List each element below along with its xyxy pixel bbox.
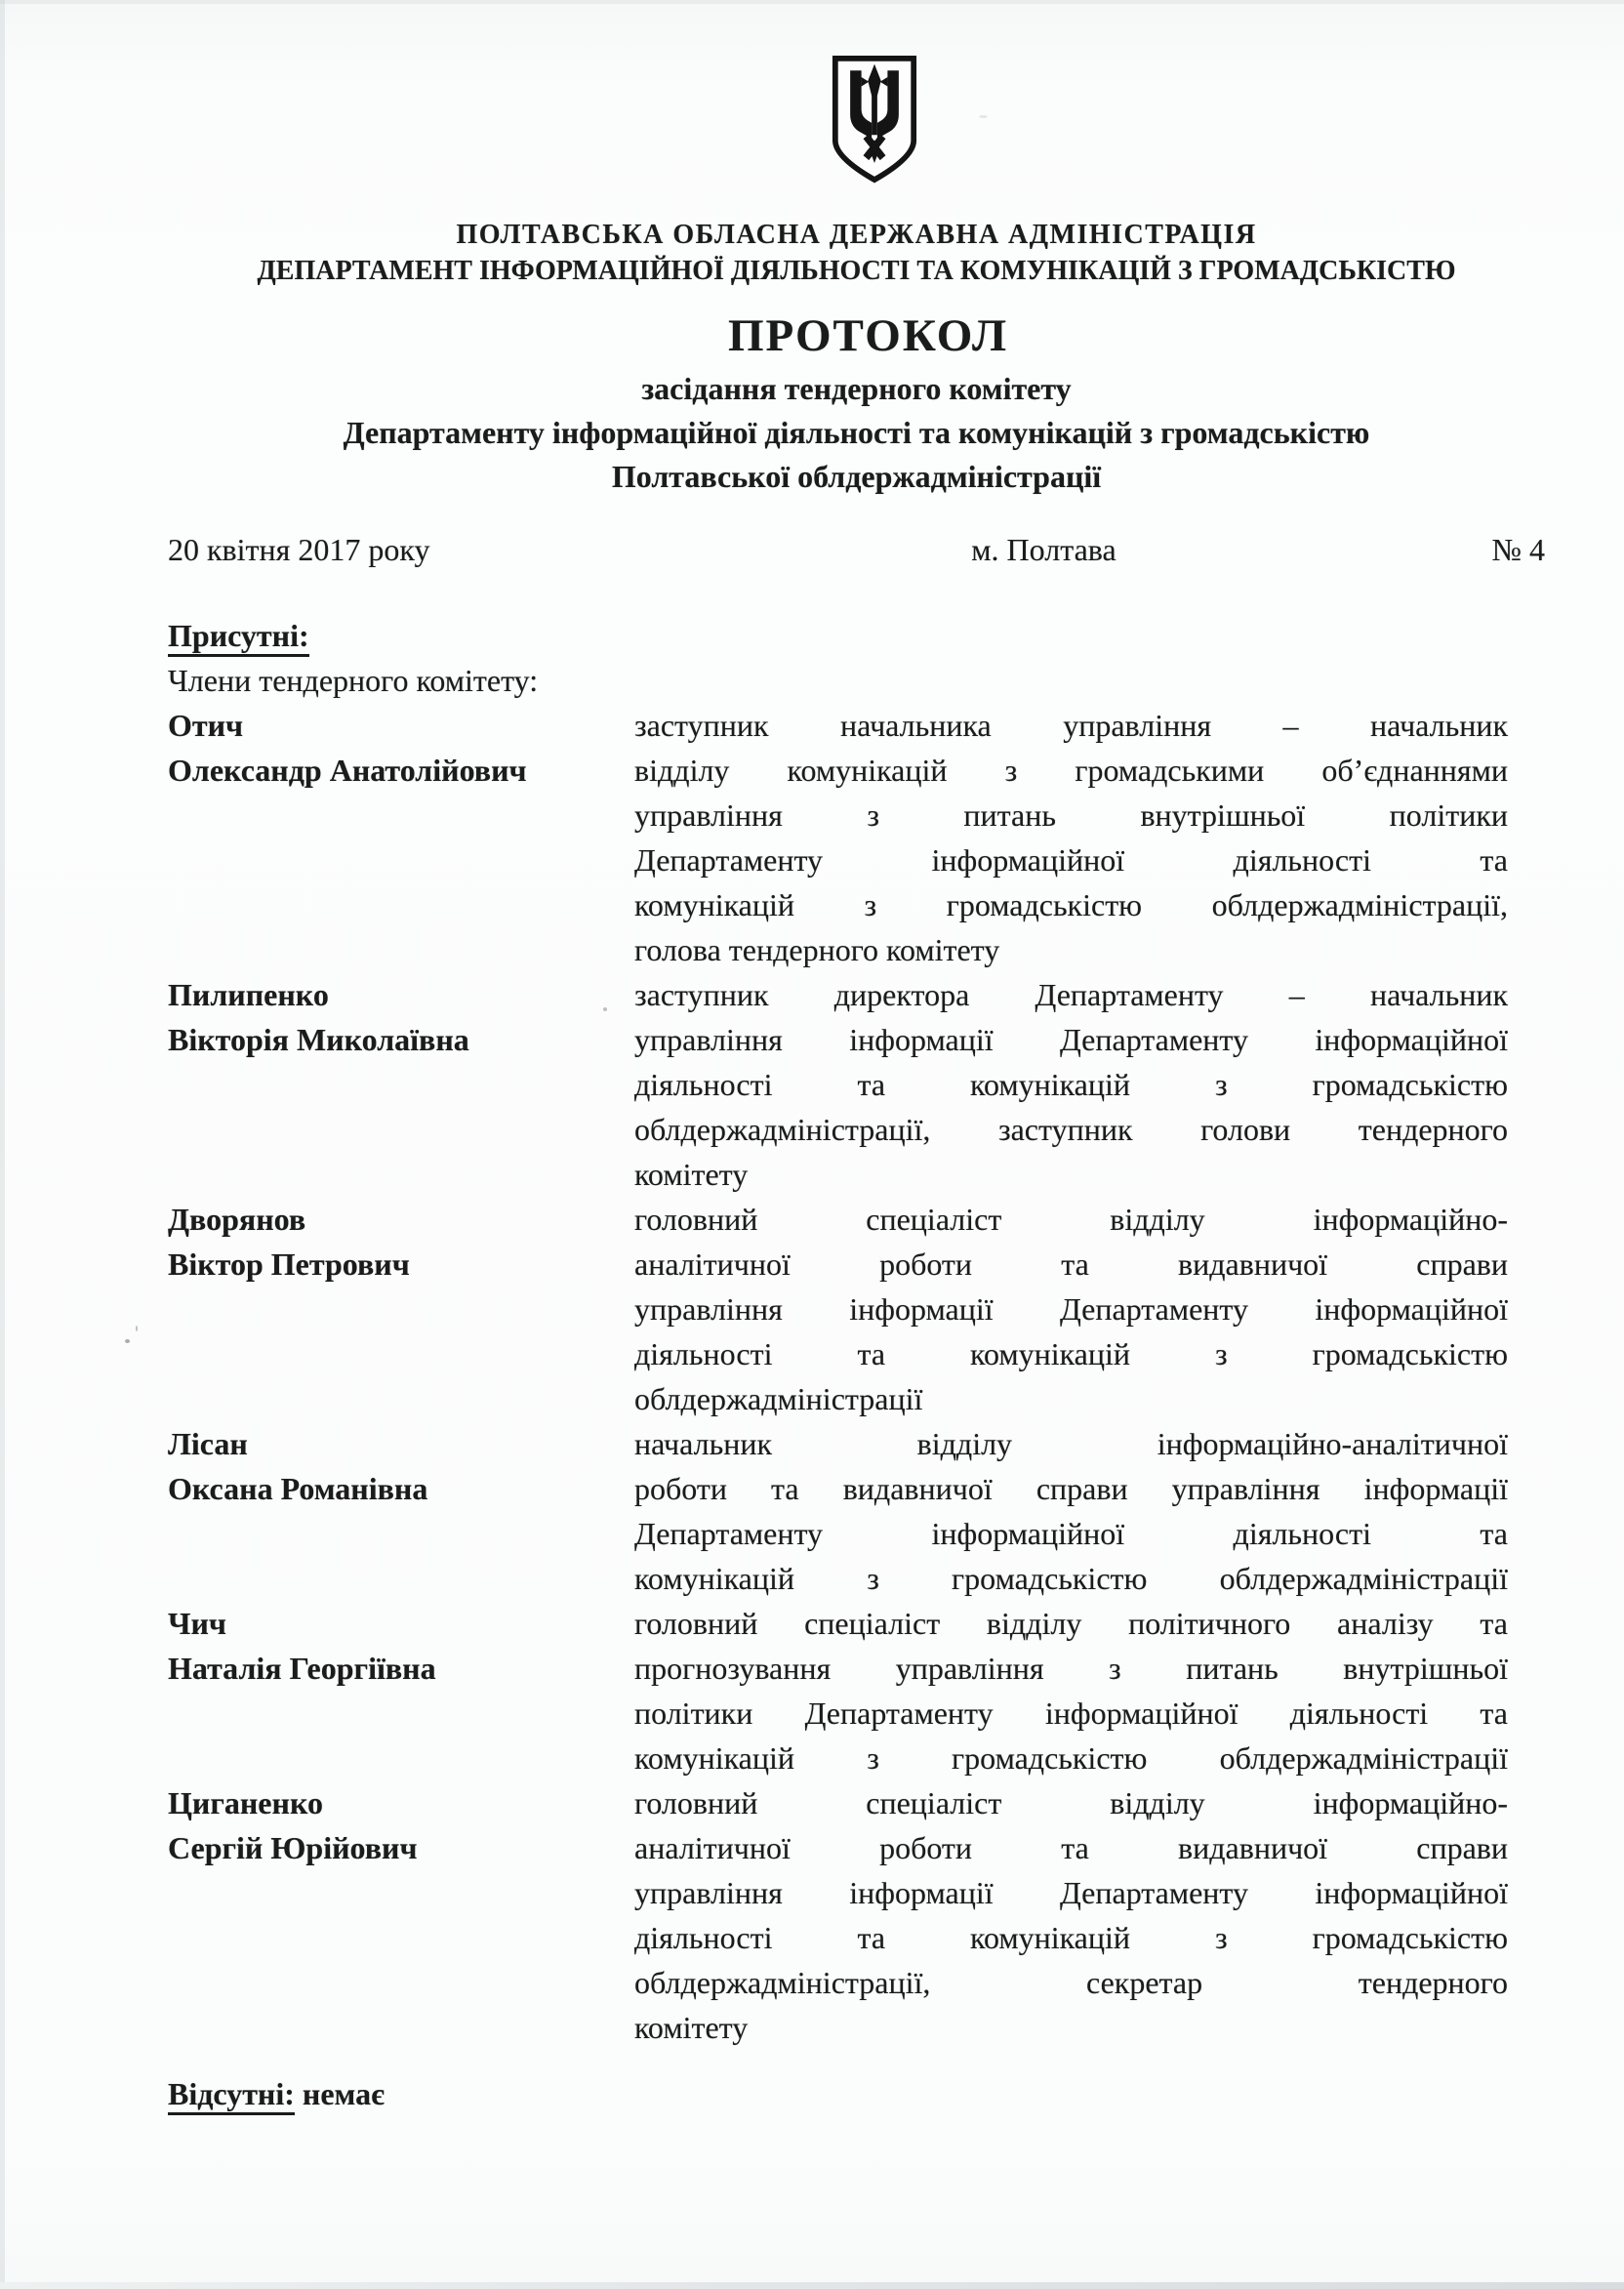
role-line: управління з питань внутрішньої політики	[634, 797, 1508, 833]
role-line: діяльності та комунікацій з громадськістю	[634, 1336, 1508, 1371]
member-name	[168, 972, 634, 1062]
member-role	[634, 703, 1508, 972]
absent-row	[168, 2071, 1545, 2116]
member-surname: Пилипенко	[168, 977, 329, 1012]
role-line: діяльності та комунікацій з громадськістю	[634, 1067, 1508, 1102]
member-given-names: Оксана Романівна	[168, 1471, 428, 1506]
member-name	[168, 1197, 634, 1287]
role-line: аналітичної роботи та видавничої справи	[634, 1247, 1508, 1282]
role-line: заступник начальника управління – начальник	[634, 708, 1508, 743]
document-content	[0, 55, 1624, 2116]
member-name	[168, 1780, 634, 1870]
role-line: головний спеціаліст відділу політичного аналізу та	[634, 1606, 1508, 1641]
role-line: головний спеціаліст відділу інформаційно-	[634, 1202, 1508, 1237]
scan-artifact	[136, 1326, 138, 1331]
present-heading-label: Присутні:	[168, 618, 309, 657]
scan-artifact	[603, 1007, 607, 1011]
member-surname: Отич	[168, 708, 244, 743]
scan-artifact	[125, 1339, 130, 1343]
member-role	[634, 1197, 1508, 1421]
document-number: № 4	[1491, 532, 1545, 567]
member-row	[168, 1780, 1545, 2050]
document-place: м. Полтава	[971, 532, 1116, 567]
role-line: аналітичної роботи та видавничої справи	[634, 1830, 1508, 1865]
scan-edge-bottom	[0, 2282, 1624, 2289]
role-line: політики Департаменту інформаційної діяльності та	[634, 1696, 1508, 1731]
role-line: Департаменту інформаційної діяльності та	[634, 842, 1508, 878]
member-surname: Лісан	[168, 1426, 248, 1461]
trident-icon	[828, 55, 921, 184]
role-line: прогнозування управління з питань внутрішньої	[634, 1651, 1508, 1686]
members-list	[168, 703, 1545, 2050]
scan-artifact	[979, 115, 988, 118]
role-line: голова тендерного комітету	[634, 932, 1000, 967]
member-row	[168, 1421, 1545, 1601]
member-row	[168, 703, 1545, 972]
member-given-names: Сергій Юрійович	[168, 1830, 418, 1865]
member-role	[634, 1421, 1508, 1601]
role-line: заступник директора Департаменту – начальник	[634, 977, 1508, 1012]
org-name-line1: ПОЛТАВСЬКА ОБЛАСНА ДЕРЖАВНА АДМІНІСТРАЦІЯ	[456, 220, 1257, 250]
ukraine-trident-emblem	[828, 55, 921, 184]
role-line: облдержадміністрації, секретар тендерного	[634, 1965, 1508, 2000]
role-line: головний спеціаліст відділу інформаційно-	[634, 1785, 1508, 1820]
title-subline-1: засідання тендерного комітету	[641, 371, 1072, 406]
meta-row	[168, 528, 1545, 572]
role-line: комунікацій з громадськістю облдержадміністрації,	[634, 887, 1508, 922]
title-subline-3: Полтавської облдержадміністрації	[611, 459, 1102, 494]
member-given-names: Олександр Анатолійович	[168, 753, 527, 788]
member-given-names: Віктор Петрович	[168, 1247, 410, 1282]
org-name-line2: ДЕПАРТАМЕНТ ІНФОРМАЦІЙНОЇ ДІЯЛЬНОСТІ ТА КОМУНІКАЦІЙ З ГРОМАДСЬКІСТЮ	[257, 256, 1456, 286]
present-heading	[168, 613, 1545, 658]
role-line: Департаменту інформаційної діяльності та	[634, 1516, 1508, 1551]
role-line: начальник відділу інформаційно-аналітичної	[634, 1426, 1508, 1461]
member-surname: Чич	[168, 1606, 226, 1641]
member-name	[168, 703, 634, 793]
absent-heading-label: Відсутні:	[168, 2076, 295, 2115]
role-line: управління інформації Департаменту інформаційної	[634, 1291, 1508, 1327]
member-role	[634, 1780, 1508, 2050]
role-line: облдержадміністрації	[634, 1381, 923, 1416]
member-row	[168, 972, 1545, 1197]
role-line: діяльності та комунікацій з громадськістю	[634, 1920, 1508, 1955]
member-surname: Циганенко	[168, 1785, 323, 1820]
role-line: комунікацій з громадськістю облдержадміністрації	[634, 1740, 1508, 1776]
scan-edge-top	[0, 0, 1624, 4]
member-surname: Дворянов	[168, 1202, 306, 1237]
members-intro: Члени тендерного комітету:	[168, 663, 539, 698]
title-subline-2: Департаменту інформаційної діяльності та комунікацій з громадськістю	[343, 415, 1370, 450]
role-line: комунікацій з громадськістю облдержадміністрації	[634, 1561, 1508, 1596]
role-line: роботи та видавничої справи управління інформації	[634, 1471, 1508, 1506]
member-name	[168, 1601, 634, 1691]
absent-value: немає	[302, 2076, 385, 2111]
role-line: відділу комунікацій з громадськими об’єднаннями	[634, 753, 1508, 788]
document-title: ПРОТОКОЛ	[728, 310, 1008, 361]
member-given-names: Вікторія Миколаївна	[168, 1022, 469, 1057]
member-given-names: Наталія Георгіївна	[168, 1651, 436, 1686]
role-line: облдержадміністрації, заступник голови тендерного	[634, 1112, 1508, 1147]
member-role	[634, 972, 1508, 1197]
document-date: 20 квітня 2017 року	[168, 532, 430, 567]
role-line: комітету	[634, 1157, 749, 1192]
member-row	[168, 1601, 1545, 1780]
role-line: управління інформації Департаменту інформаційної	[634, 1875, 1508, 1910]
member-role	[634, 1601, 1508, 1780]
role-line: комітету	[634, 2010, 749, 2045]
member-row	[168, 1197, 1545, 1421]
role-line: управління інформації Департаменту інформаційної	[634, 1022, 1508, 1057]
member-name	[168, 1421, 634, 1511]
